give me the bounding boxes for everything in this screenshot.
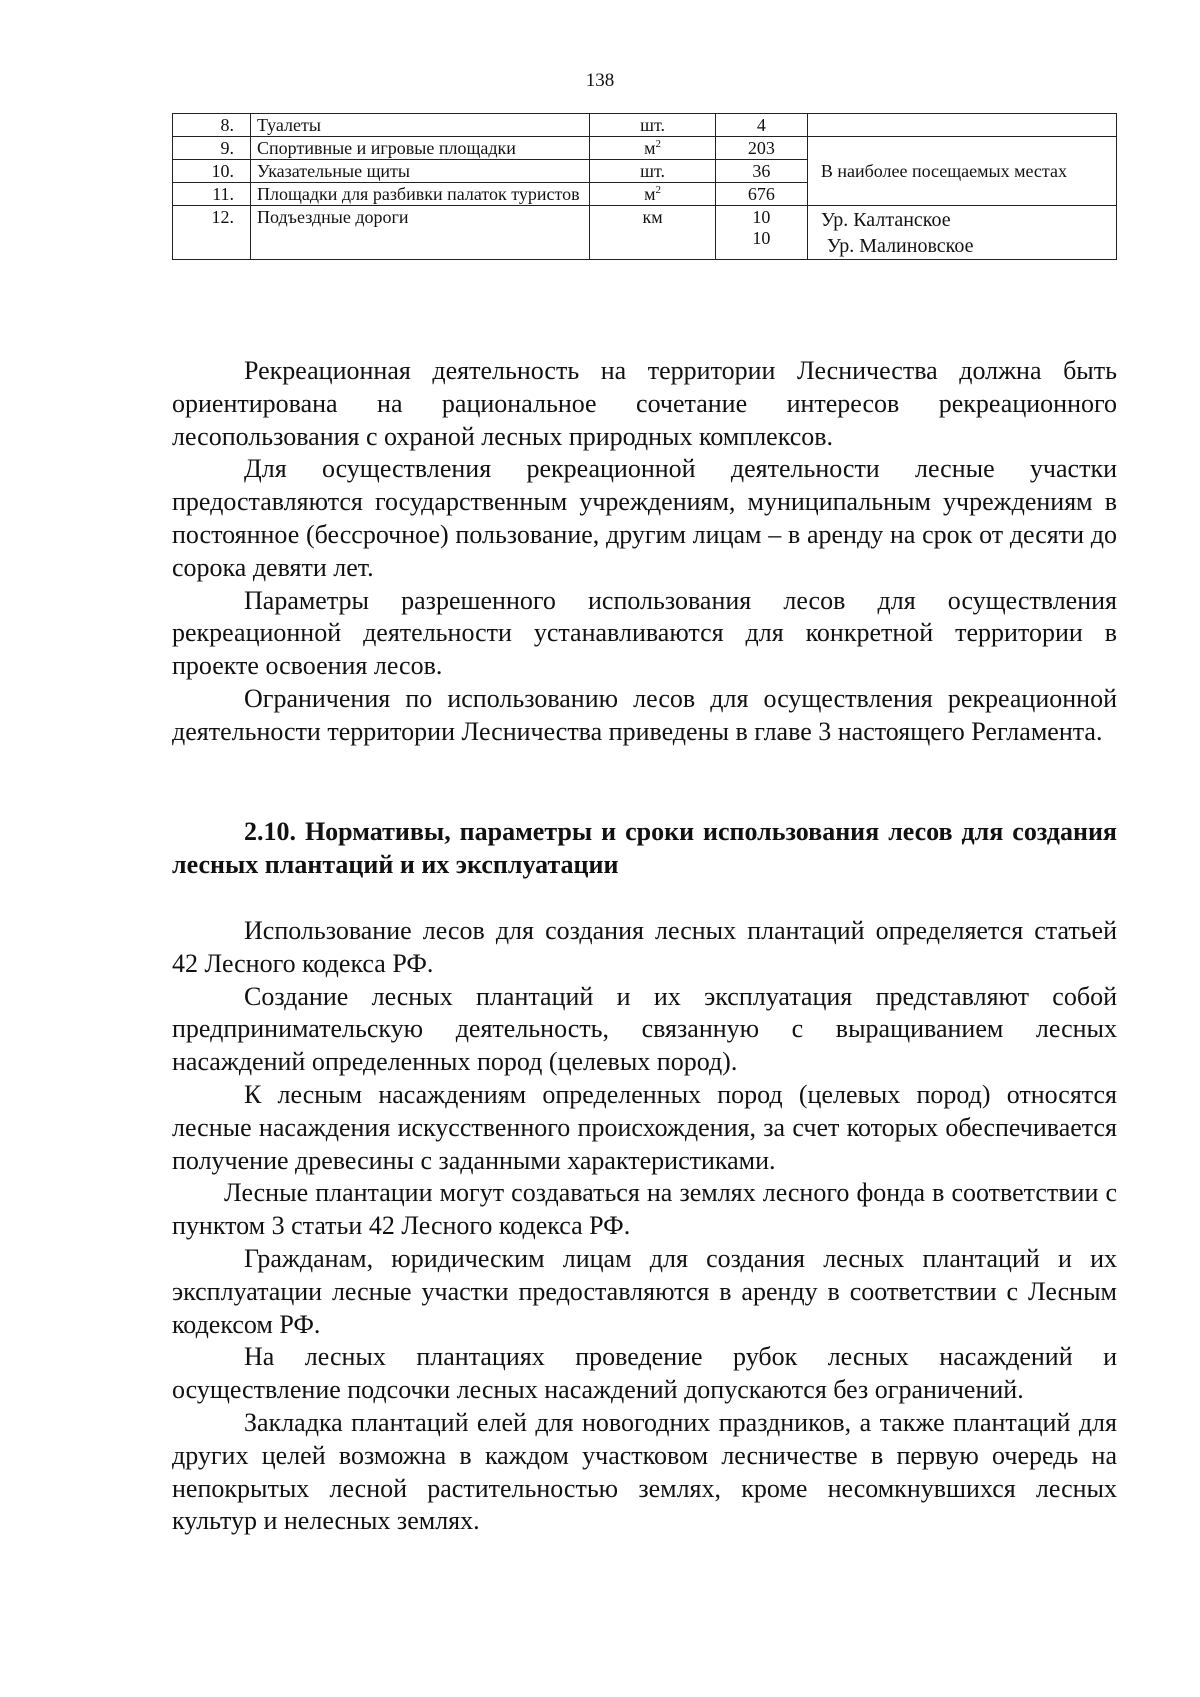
quantity-line: 10 bbox=[752, 228, 771, 248]
quantity: 676 bbox=[715, 183, 807, 206]
quantity: 4 bbox=[715, 114, 807, 137]
paragraph: Рекреационная деятельность на территории Лесничества должна быть ориентирована на рациональное сочетание интересов рекреационного лесопользования с охраной лесных природных комплексов. bbox=[172, 356, 1117, 451]
row-number: 9. bbox=[173, 137, 251, 160]
paragraph: Гражданам, юридическим лицам для создания лесных плантаций и их эксплуатации лесные участки предоставляются в аренду в соответствии с Лесным кодексом РФ. bbox=[172, 1243, 1117, 1339]
unit bbox=[590, 137, 716, 160]
location-cell bbox=[807, 114, 1116, 137]
row-number: 11. bbox=[173, 183, 251, 206]
facility-name: Спортивные и игровые площадки bbox=[251, 137, 590, 160]
row-number: 8. bbox=[173, 114, 251, 137]
location-merged: В наиболее посещаемых местах bbox=[807, 137, 1116, 206]
table-row bbox=[173, 206, 1117, 260]
recreation-facilities-table bbox=[172, 113, 1117, 260]
unit: км bbox=[590, 206, 716, 260]
row-number: 12. bbox=[173, 206, 251, 260]
section-heading: 2.10. Нормативы, параметры и сроки использования лесов для создания лесных плантаций и их эксплуатации bbox=[172, 817, 1117, 879]
paragraph: К лесным насаждениям определенных пород (целевых пород) относятся лесные насаждения искусственного происхождения, за счет которых обеспечивается получение древесины с заданными характеристиками. bbox=[172, 1079, 1117, 1175]
unit: шт. bbox=[590, 114, 716, 137]
paragraph: Создание лесных плантаций и их эксплуатация представляют собой предпринимательскую деятельность, связанную с выращиванием лесных насаждений определенных пород (целевых пород). bbox=[172, 981, 1117, 1077]
quantity: 203 bbox=[715, 137, 807, 160]
location-line: Ур. Калтанское bbox=[820, 209, 951, 231]
row-number: 10. bbox=[173, 160, 251, 183]
location-cell bbox=[807, 206, 1116, 260]
quantity bbox=[715, 206, 807, 260]
paragraph: Ограничения по использованию лесов для осуществления рекреационной деятельности территории Лесничества приведены в главе 3 настоящего Регламента. bbox=[172, 683, 1117, 746]
plantations-text-block bbox=[172, 915, 1117, 1538]
table-row bbox=[173, 114, 1117, 137]
unit bbox=[590, 183, 716, 206]
paragraph: Использование лесов для создания лесных плантаций определяется статьей 42 Лесного кодекса РФ. bbox=[172, 916, 1117, 978]
unit-exponent: 2 bbox=[655, 184, 661, 196]
location-line: Ур. Малиновское bbox=[826, 235, 974, 257]
unit-exponent: 2 bbox=[655, 138, 661, 150]
paragraph: Закладка плантаций елей для новогодних праздников, а также плантаций для других целей возможна в каждом участковом лесничестве в первую очередь на непокрытых лесной растительностью землях, кроме несомкнувшихся лесных культур и нелесных землях. bbox=[172, 1407, 1117, 1536]
paragraph: Для осуществления рекреационной деятельности лесные участки предоставляются государственным учреждениям, муниципальным учреждениям в постоянное (бессрочное) пользование, другим лицам – в аренду на срок от десяти до сорока девяти лет. bbox=[172, 454, 1117, 582]
facility-name: Подъездные дороги bbox=[251, 206, 590, 260]
paragraph: Лесные плантации могут создаваться на землях лесного фонда в соответствии с пунктом 3 статьи 42 Лесного кодекса РФ. bbox=[172, 1178, 1117, 1241]
facility-name: Указательные щиты bbox=[251, 160, 590, 183]
table-row bbox=[173, 137, 1117, 160]
facility-name: Площадки для разбивки палаток туристов bbox=[251, 183, 590, 206]
unit: шт. bbox=[590, 160, 716, 183]
paragraph: На лесных плантациях проведение рубок лесных насаждений и осуществление подсочки лесных насаждений допускаются без ограничений. bbox=[172, 1342, 1117, 1405]
unit-base: м bbox=[644, 138, 656, 158]
unit-base: м bbox=[644, 184, 656, 204]
quantity-line: 10 bbox=[752, 207, 771, 227]
quantity: 36 bbox=[715, 160, 807, 183]
page-number: 138 bbox=[585, 70, 615, 91]
paragraph: Параметры разрешенного использования лесов для осуществления рекреационной деятельности устанавливаются для конкретной территории в проекте освоения лесов. bbox=[172, 585, 1117, 681]
recreation-text-block bbox=[172, 355, 1117, 749]
facility-name: Туалеты bbox=[251, 114, 590, 137]
